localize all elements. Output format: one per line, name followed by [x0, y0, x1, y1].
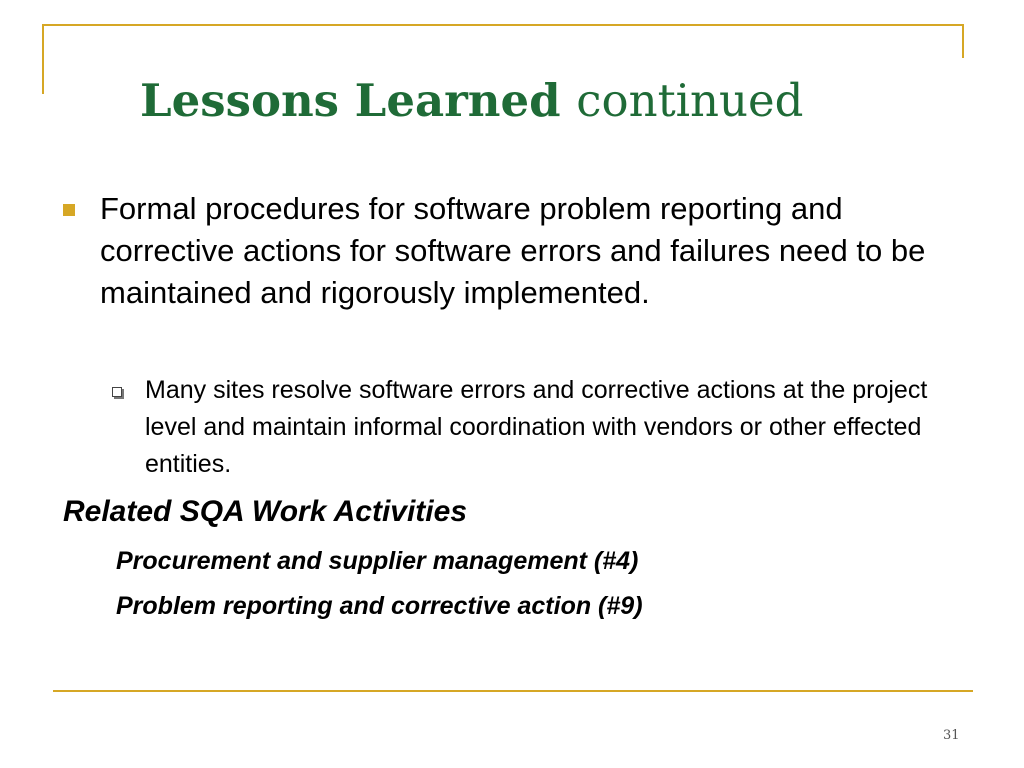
frame-right-rule — [962, 24, 964, 58]
page-number: 31 — [943, 728, 960, 743]
square-bullet-icon — [63, 204, 75, 216]
title-continued: continued — [576, 74, 804, 127]
frame-left-rule — [42, 24, 44, 94]
slide-title — [140, 76, 803, 126]
main-bullet — [63, 188, 943, 314]
hollow-square-bullet-icon — [112, 387, 122, 397]
related-activities-heading: Related SQA Work Activities — [63, 495, 468, 528]
footer-rule — [53, 690, 973, 692]
title-main: Lessons Learned — [140, 74, 561, 127]
main-bullet-text: Formal procedures for software problem reporting and corrective actions for software errors and failures need to be maintained and rigorously implemented. — [100, 191, 926, 310]
frame-top-rule — [42, 24, 964, 26]
related-activity-item: Procurement and supplier management (#4) — [116, 547, 639, 575]
sub-bullet-text: Many sites resolve software errors and corrective actions at the project level and maintain informal coordination with vendors or other effected entities. — [145, 376, 928, 478]
related-activity-item: Problem reporting and corrective action (#9) — [116, 592, 643, 620]
sub-bullet — [112, 372, 972, 483]
